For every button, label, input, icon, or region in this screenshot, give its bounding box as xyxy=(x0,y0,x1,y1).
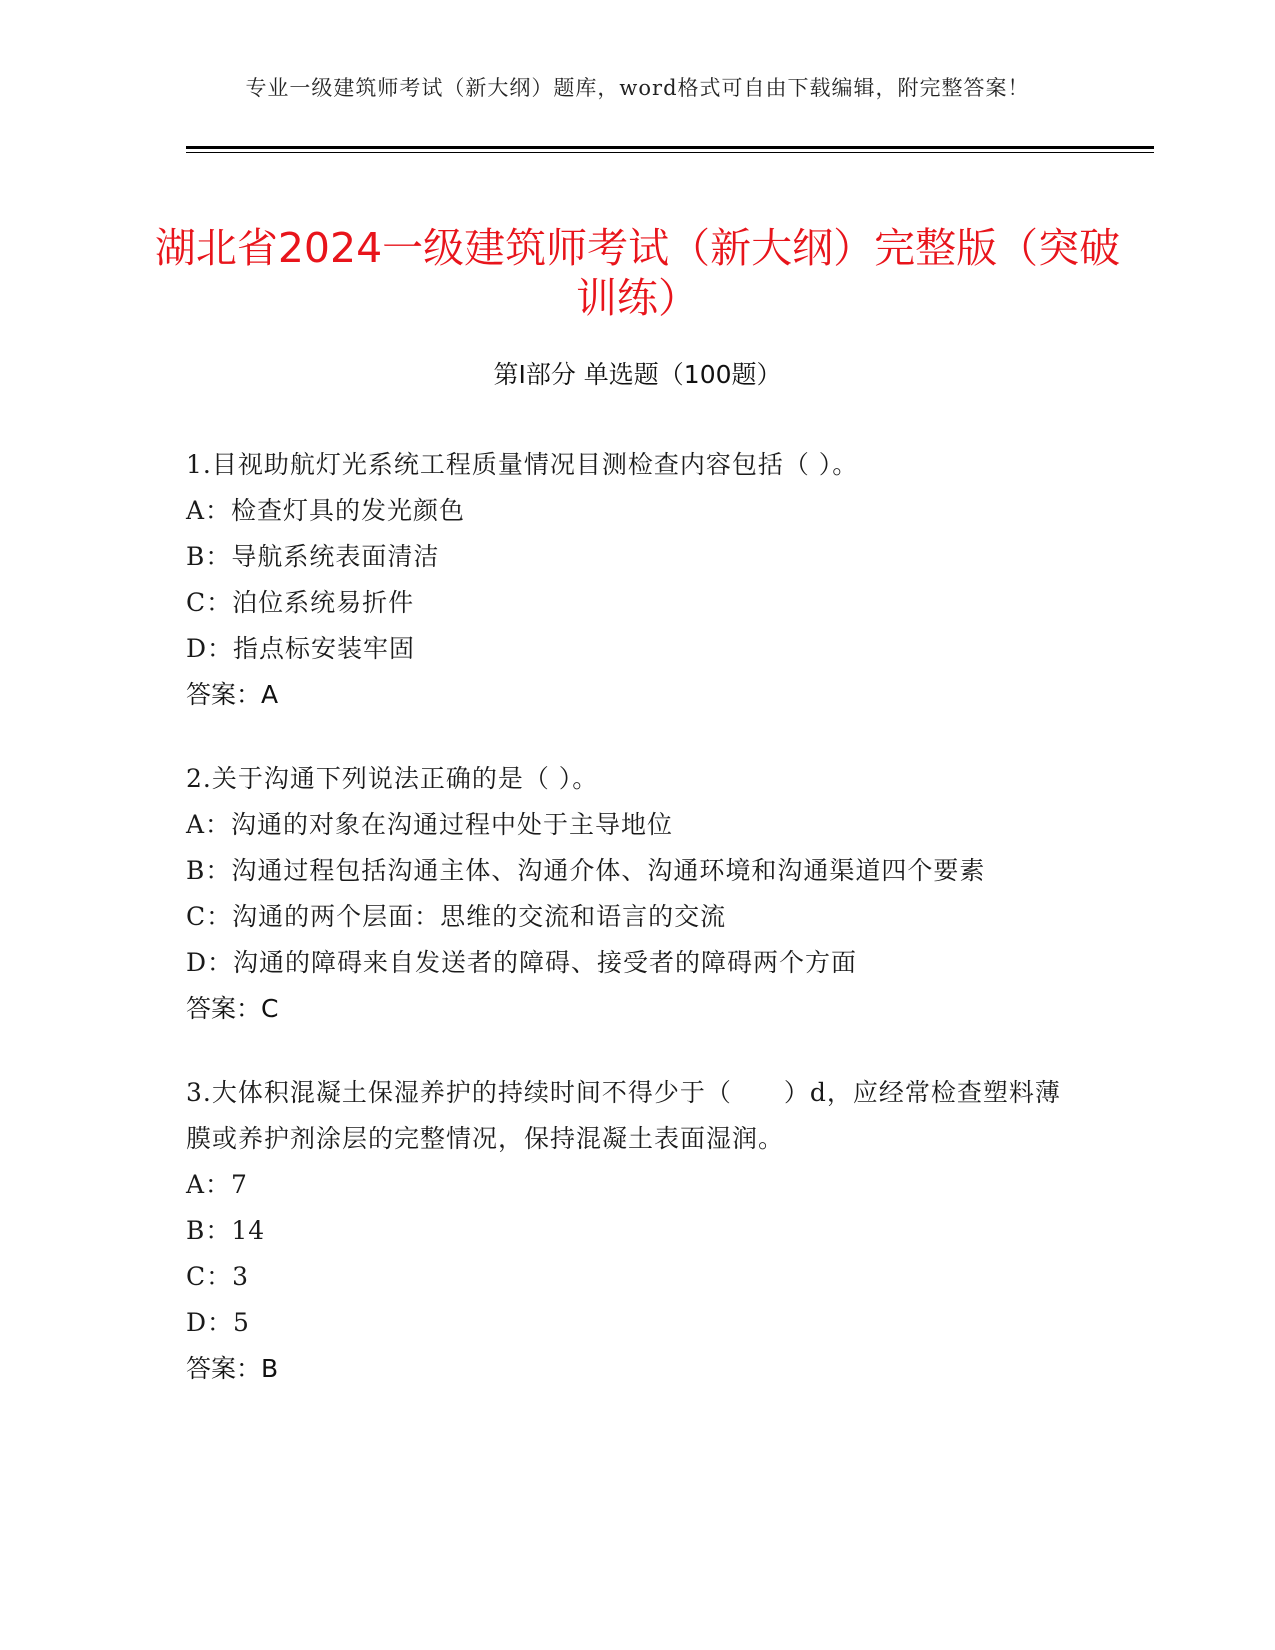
question-2 xyxy=(186,756,1086,1032)
option-d: D：5 xyxy=(186,1308,250,1337)
section-title: 第I部分 单选题（100题） xyxy=(493,360,782,389)
question-stem: 2.关于沟通下列说法正确的是（ ）。 xyxy=(186,764,599,793)
question-1 xyxy=(186,442,1086,718)
option-c: C：泊位系统易折件 xyxy=(186,588,415,617)
option-c: C：3 xyxy=(186,1262,250,1291)
answer: 答案：C xyxy=(186,994,279,1023)
option-d: D：沟通的障碍来自发送者的障碍、接受者的障碍两个方面 xyxy=(186,948,858,977)
option-b: B：14 xyxy=(186,1216,266,1245)
header-divider xyxy=(186,146,1154,149)
option-b: B：导航系统表面清洁 xyxy=(186,542,440,571)
header-divider-thin xyxy=(186,152,1154,153)
question-list xyxy=(186,442,1086,1430)
option-b: B：沟通过程包括沟通主体、沟通介体、沟通环境和沟通渠道四个要素 xyxy=(186,856,986,885)
option-d: D：指点标安装牢固 xyxy=(186,634,416,663)
answer: 答案：B xyxy=(186,1354,279,1383)
option-c: C：沟通的两个层面：思维的交流和语言的交流 xyxy=(186,902,727,931)
question-stem: 3.大体积混凝土保湿养护的持续时间不得少于（ ）d，应经常检查塑料薄膜或养护剂涂层的完整情况，保持混凝土表面湿润。 xyxy=(186,1078,1061,1153)
question-3 xyxy=(186,1070,1086,1392)
answer: 答案：A xyxy=(186,680,279,709)
document-title: 湖北省2024一级建筑师考试（新大纲）完整版（突破训练） xyxy=(154,224,1121,323)
header-note: 专业一级建筑师考试（新大纲）题库，word格式可自由下载编辑，附完整答案！ xyxy=(245,76,1030,100)
option-a: A：检查灯具的发光颜色 xyxy=(186,496,466,525)
option-a: A：沟通的对象在沟通过程中处于主导地位 xyxy=(186,810,674,839)
question-stem: 1.目视助航灯光系统工程质量情况目测检查内容包括（ ）。 xyxy=(186,450,859,479)
option-a: A：7 xyxy=(186,1170,248,1199)
